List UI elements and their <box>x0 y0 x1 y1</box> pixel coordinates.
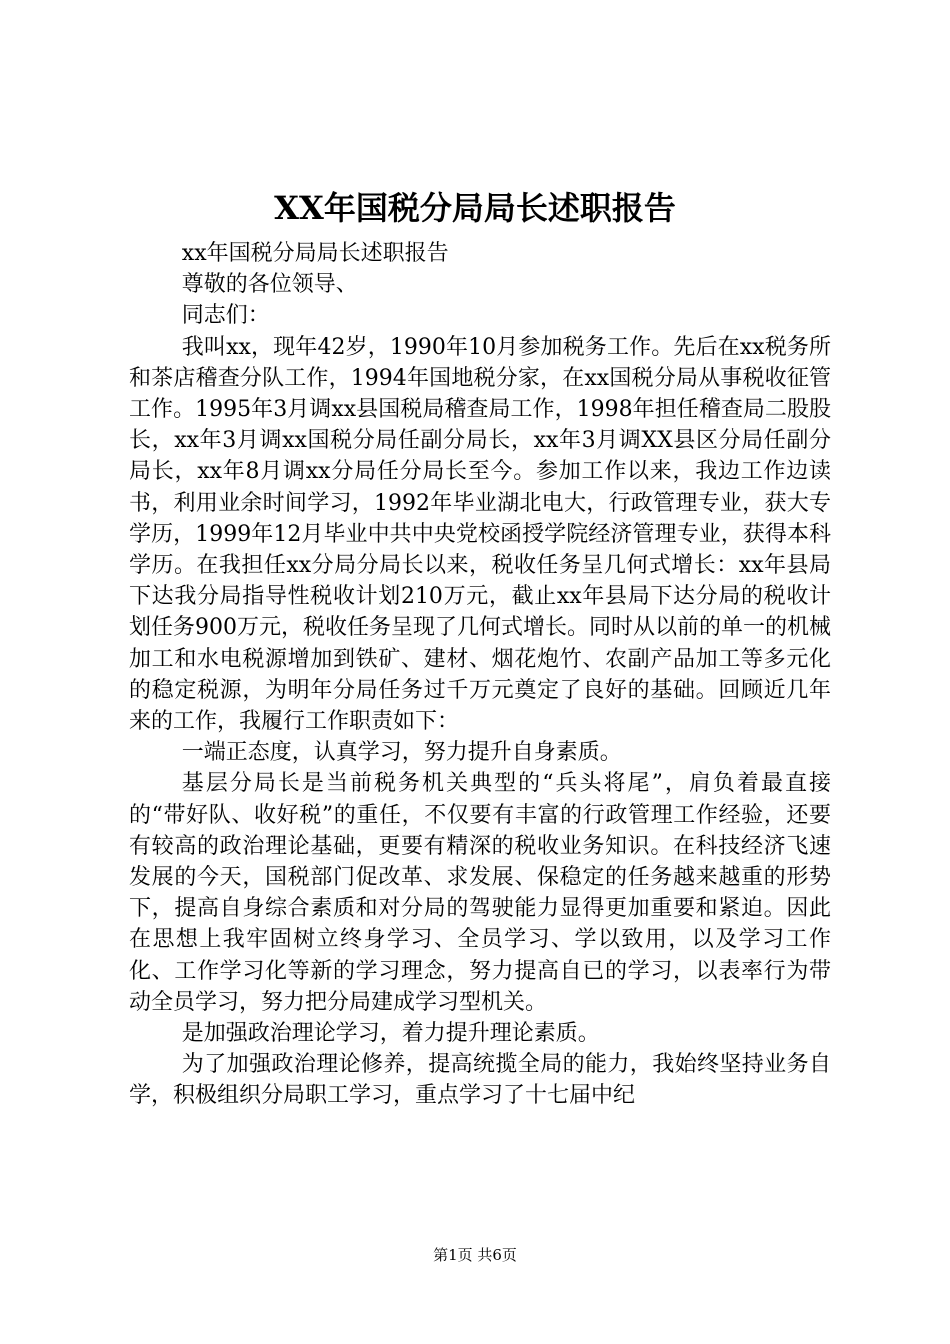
paragraph-salutation-continued: 同志们： <box>181 303 270 329</box>
paragraph-study-attitude: 基层分局长是当前税务机关典型的“兵头将尾”，肩负着最直接的“带好队、收好税”的重任，不仅要有丰富的行政管理工作经验，还要有较高的政治理论基础，更要有精深的税收业务知识。在科技经济飞速发展的今天，国税部门促改革、求发展、保稳定的任务越来越重的形势下，提高自身综合素质和对分局的驾驶能力显得更加重要和紧迫。因此在思想上我牢固树立终身学习、全员学习、学以致用，以及学习工作化、工作学习化等新的学习理念，努力提高自已的学习，以表率行为带动全员学习，努力把分局建成学习型机关。 <box>129 771 831 1015</box>
paragraph-section-heading-2: 是加强政治理论学习，着力提升理论素质。 <box>181 1021 600 1047</box>
page-footer: 第1页 共6页 <box>433 1246 517 1264</box>
paragraph-section-heading-1: 一端正态度，认真学习，努力提升自身素质。 <box>181 740 622 766</box>
document-title: XX年国税分局局长述职报告 <box>274 189 676 227</box>
paragraph-salutation: 尊敬的各位领导、 <box>181 272 358 298</box>
document-body <box>129 238 831 1112</box>
paragraph-heading-repeat: xx年国税分局局长述职报告 <box>181 241 449 266</box>
paragraph-political-theory: 为了加强政治理论修养，提高统揽全局的能力，我始终坚持业务自学，积极组织分局职工学习，重点学习了十七届中纪 <box>129 1052 831 1109</box>
paragraph-self-introduction: 我叫xx，现年42岁，1990年10月参加税务工作。先后在xx税务所和茶店稽查分队工作，1994年国地税分家，在xx国税分局从事税收征管工作。1995年3月调xx县国税局稽查局工作，1998年担任稽查局二股股长，xx年3月调xx国税分局任副分局长，xx年3月调XX县区分局任副分局长，xx年8月调xx分局任分局长至今。参加工作以来，我边工作边读书，利用业余时间学习，1992年毕业湖北电大，行政管理专业，获大专学历，1999年12月毕业中共中央党校函授学院经济管理专业，获得本科学历。在我担任xx分局分局长以来，税收任务呈几何式增长：xx年县局下达我分局指导性税收计划210万元，截止xx年县局下达分局的税收计划任务900万元，税收任务呈现了几何式增长。同时从以前的单一的机械加工和水电税源增加到铁矿、建材、烟花炮竹、农副产品加工等多元化的稳定税源，为明年分局任务过千万元奠定了良好的基础。回顾近几年来的工作，我履行工作职责如下： <box>129 334 831 735</box>
